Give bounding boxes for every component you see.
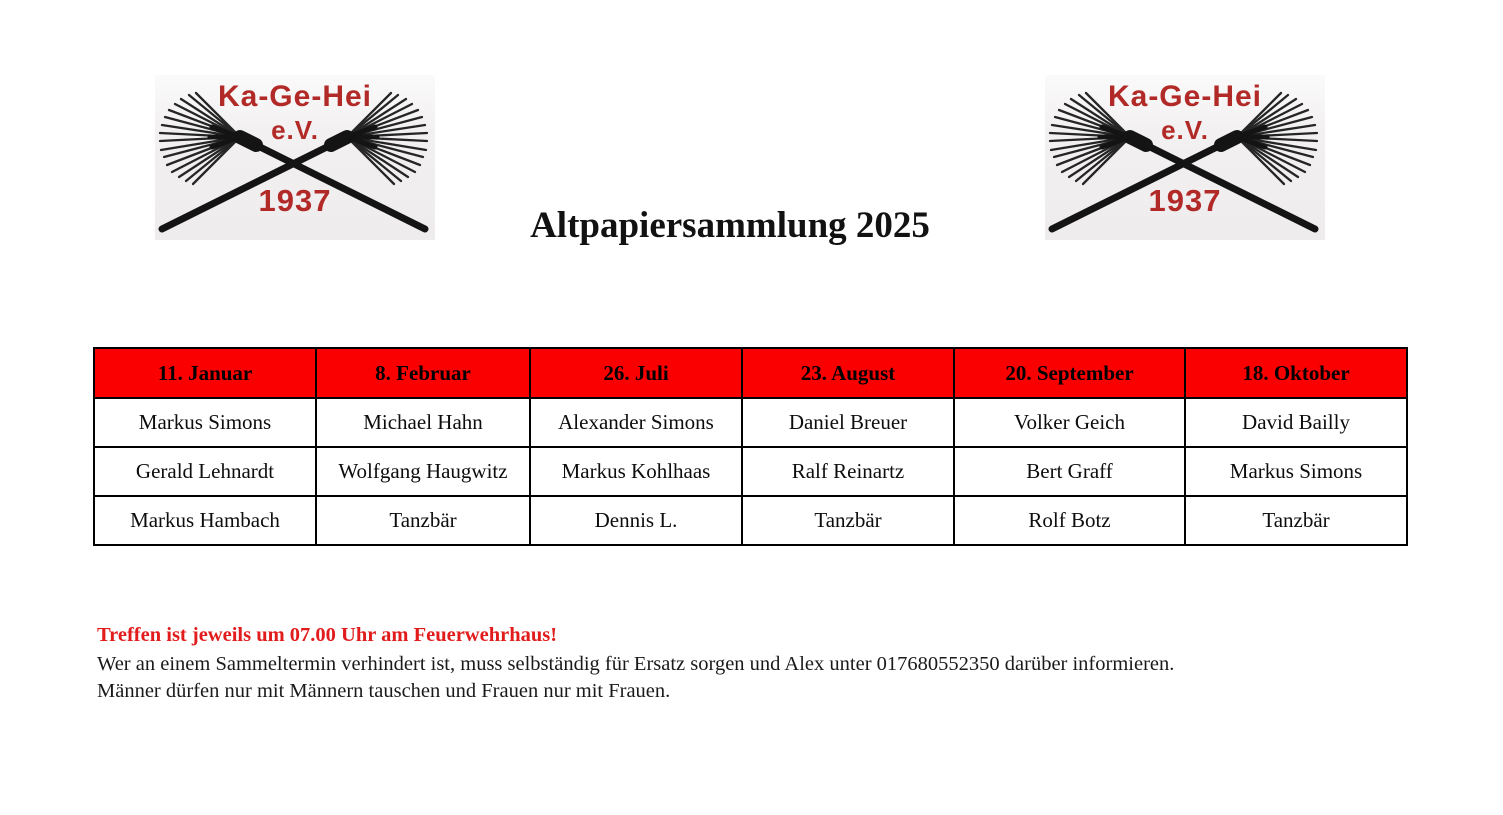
participant-cell: Ralf Reinartz bbox=[742, 447, 954, 496]
participant-cell: Daniel Breuer bbox=[742, 398, 954, 447]
participant-cell: Tanzbär bbox=[316, 496, 530, 545]
participant-cell: Markus Simons bbox=[1185, 447, 1407, 496]
footer-notes bbox=[97, 622, 1437, 705]
participant-cell: Wolfgang Haugwitz bbox=[316, 447, 530, 496]
page-title: Altpapiersammlung 2025 bbox=[530, 205, 930, 246]
participant-cell: Dennis L. bbox=[530, 496, 742, 545]
participant-cell: Bert Graff bbox=[954, 447, 1185, 496]
logo-club-suffix: e.V. bbox=[271, 115, 319, 145]
date-header: 20. September bbox=[954, 348, 1185, 398]
meeting-time-note: Treffen ist jeweils um 07.00 Uhr am Feuerwehrhaus! bbox=[97, 624, 558, 646]
participant-cell: Tanzbär bbox=[742, 496, 954, 545]
swap-rule-note: Männer dürfen nur mit Männern tauschen und Frauen nur mit Frauen. bbox=[97, 680, 671, 702]
date-header: 8. Februar bbox=[316, 348, 530, 398]
logo-founding-year: 1937 bbox=[1148, 183, 1222, 218]
participant-cell: Michael Hahn bbox=[316, 398, 530, 447]
collection-schedule-table bbox=[93, 347, 1408, 546]
participant-cell: David Bailly bbox=[1185, 398, 1407, 447]
participant-cell: Rolf Botz bbox=[954, 496, 1185, 545]
participant-cell: Markus Simons bbox=[94, 398, 316, 447]
logo-club-name: Ka-Ge-Hei bbox=[217, 80, 373, 113]
participant-cell: Volker Geich bbox=[954, 398, 1185, 447]
schedule-row bbox=[94, 398, 1407, 447]
logo-club-suffix: e.V. bbox=[1161, 115, 1209, 145]
participant-cell: Markus Hambach bbox=[94, 496, 316, 545]
date-header: 23. August bbox=[742, 348, 954, 398]
participant-cell: Alexander Simons bbox=[530, 398, 742, 447]
date-header: 26. Juli bbox=[530, 348, 742, 398]
logo-club-name: Ka-Ge-Hei bbox=[1107, 80, 1263, 113]
participant-cell: Gerald Lehnardt bbox=[94, 447, 316, 496]
schedule-row bbox=[94, 447, 1407, 496]
logo-founding-year: 1937 bbox=[258, 183, 332, 218]
date-header: 18. Oktober bbox=[1185, 348, 1407, 398]
date-header: 11. Januar bbox=[94, 348, 316, 398]
participant-cell: Tanzbär bbox=[1185, 496, 1407, 545]
participant-cell: Markus Kohlhaas bbox=[530, 447, 742, 496]
substitute-rule-note: Wer an einem Sammeltermin verhindert ist, muss selbständig für Ersatz sorgen und Alex unter 017680552350 darüber informieren. bbox=[97, 653, 1175, 675]
schedule-header-row bbox=[94, 348, 1407, 398]
schedule-row bbox=[94, 496, 1407, 545]
